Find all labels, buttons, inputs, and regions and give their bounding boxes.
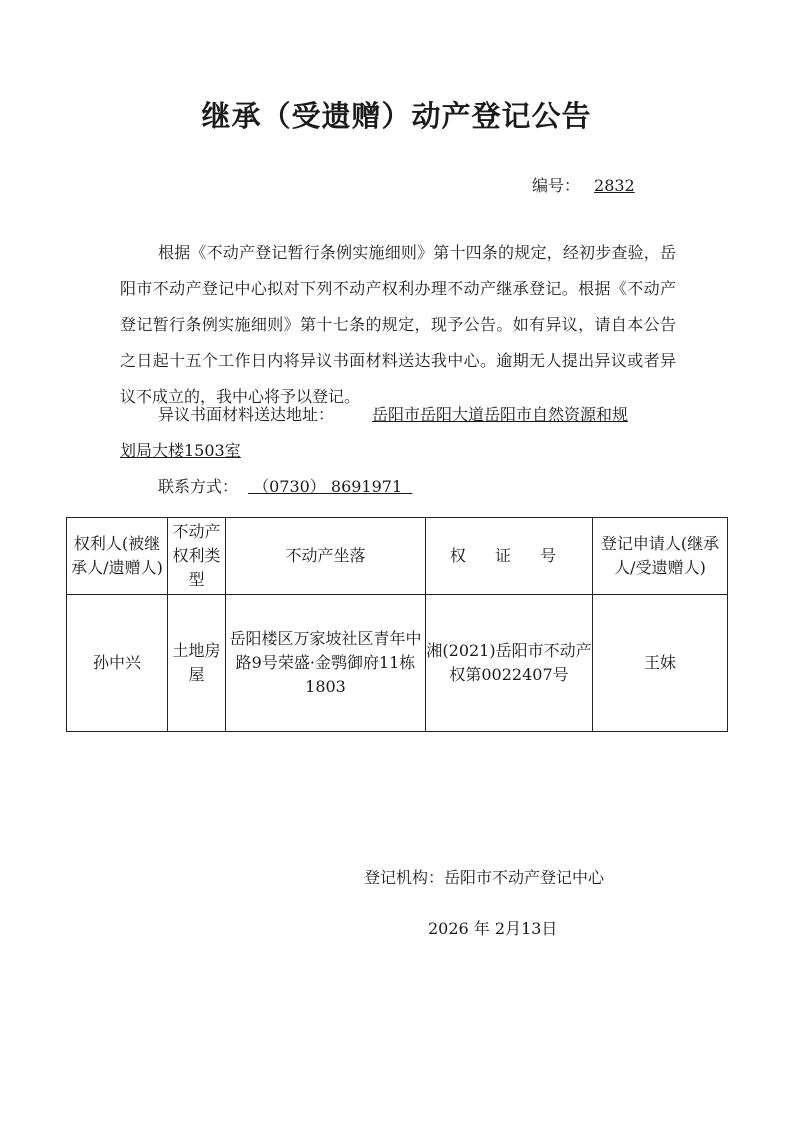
notice-date: 2026 年 2月13日 <box>428 919 558 938</box>
registration-org: 登记机构：岳阳市不动产登记中心 <box>364 868 605 887</box>
header-location: 不动产坐落 <box>226 518 426 595</box>
registration-table <box>66 517 728 732</box>
header-applicant: 登记申请人(继承人/受遗赠人) <box>593 518 728 595</box>
address-value: 岳阳市岳阳大道岳阳市自然资源和规 <box>372 405 629 424</box>
notice-number-label: 编号： <box>532 176 581 195</box>
address-label: 异议书面材料送达地址： <box>158 405 335 424</box>
notice-body: 根据《不动产登记暂行条例实施细则》第十四条的规定，经初步查验，岳阳市不动产登记中心拟对下列不动产权利办理不动产继承登记。根据《不动产登记暂行条例实施细则》第十七条的规定，现予公告。如有异议，请自本公告之日起十五个工作日内将异议书面材料送达我中心。逾期无人提出异议或者异议不成立的，我中心将予以登记。 <box>120 243 676 406</box>
cell-type: 土地房屋 <box>168 595 226 732</box>
page-title: 继承（受遗赠）动产登记公告 <box>201 99 592 133</box>
header-holder: 权利人(被继承人/遗赠人) <box>67 518 168 595</box>
contact-label: 联系方式： <box>158 477 239 496</box>
header-cert: 权 证 号 <box>426 518 593 595</box>
header-type: 不动产权利类型 <box>168 518 226 595</box>
notice-number <box>532 173 635 196</box>
notice-number-value: 2832 <box>594 176 635 195</box>
contact-value: （0730） 8691971 <box>248 477 413 496</box>
cell-location: 岳阳楼区万家坡社区青年中路9号荣盛·金鹗御府11栋1803 <box>226 595 426 732</box>
cell-cert: 湘(2021)岳阳市不动产权第0022407号 <box>426 595 593 732</box>
cell-holder: 孙中兴 <box>67 595 168 732</box>
cell-applicant: 王妹 <box>593 595 728 732</box>
address-value-cont: 划局大楼1503室 <box>120 441 241 460</box>
table-header-row <box>67 518 728 595</box>
table-row <box>67 595 728 732</box>
